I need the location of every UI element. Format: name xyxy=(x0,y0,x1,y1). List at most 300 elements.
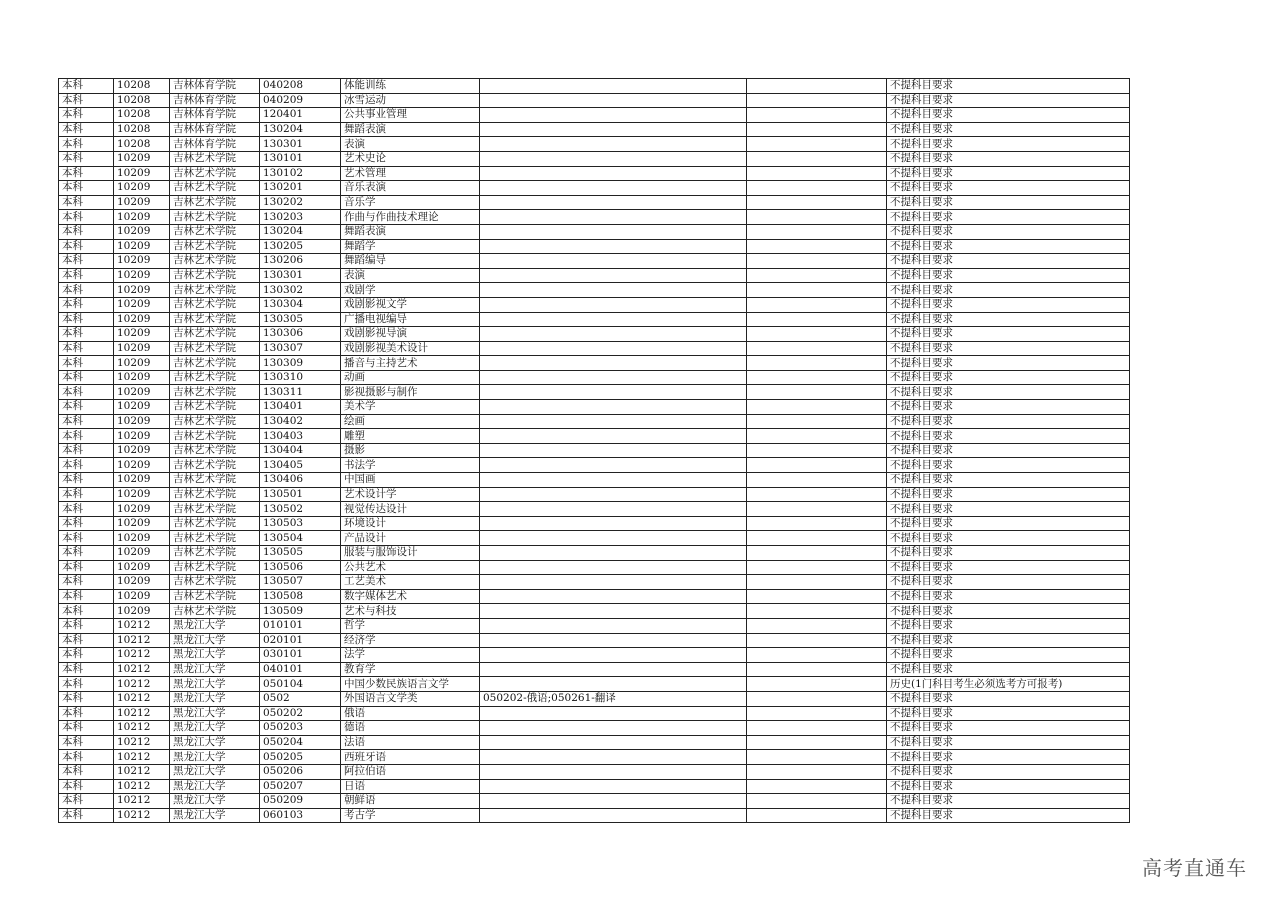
level-cell: 本科 xyxy=(59,662,114,677)
level-cell: 本科 xyxy=(59,721,114,736)
major-code-cell: 130204 xyxy=(260,122,341,137)
included-majors-cell xyxy=(480,327,747,342)
included-majors-cell xyxy=(480,473,747,488)
major-code-cell: 130501 xyxy=(260,487,341,502)
table-row xyxy=(59,356,1130,371)
major-code-cell: 130307 xyxy=(260,341,341,356)
school-name-cell: 吉林艺术学院 xyxy=(170,516,260,531)
major-name-cell: 日语 xyxy=(341,779,480,794)
table-row xyxy=(59,706,1130,721)
included-majors-cell xyxy=(480,122,747,137)
note-cell xyxy=(747,79,887,94)
major-name-cell: 舞蹈学 xyxy=(341,239,480,254)
major-code-cell: 120401 xyxy=(260,108,341,123)
school-code-cell: 10209 xyxy=(114,589,170,604)
school-name-cell: 黑龙江大学 xyxy=(170,691,260,706)
major-name-cell: 考古学 xyxy=(341,808,480,823)
requirement-cell: 不提科目要求 xyxy=(887,195,1130,210)
level-cell: 本科 xyxy=(59,79,114,94)
included-majors-cell xyxy=(480,779,747,794)
level-cell: 本科 xyxy=(59,108,114,123)
level-cell: 本科 xyxy=(59,341,114,356)
note-cell xyxy=(747,108,887,123)
school-name-cell: 黑龙江大学 xyxy=(170,618,260,633)
major-name-cell: 教育学 xyxy=(341,662,480,677)
major-name-cell: 艺术史论 xyxy=(341,151,480,166)
school-name-cell: 吉林艺术学院 xyxy=(170,224,260,239)
school-name-cell: 吉林艺术学院 xyxy=(170,589,260,604)
school-name-cell: 吉林体育学院 xyxy=(170,108,260,123)
school-code-cell: 10208 xyxy=(114,122,170,137)
requirement-cell: 不提科目要求 xyxy=(887,341,1130,356)
school-code-cell: 10209 xyxy=(114,400,170,415)
school-name-cell: 黑龙江大学 xyxy=(170,662,260,677)
major-code-cell: 130504 xyxy=(260,531,341,546)
major-code-cell: 130402 xyxy=(260,414,341,429)
requirement-cell: 不提科目要求 xyxy=(887,356,1130,371)
included-majors-cell xyxy=(480,297,747,312)
table-row xyxy=(59,473,1130,488)
requirement-cell: 不提科目要求 xyxy=(887,764,1130,779)
requirement-cell: 不提科目要求 xyxy=(887,108,1130,123)
table-row xyxy=(59,794,1130,809)
included-majors-cell xyxy=(480,166,747,181)
table-row xyxy=(59,283,1130,298)
level-cell: 本科 xyxy=(59,312,114,327)
school-code-cell: 10209 xyxy=(114,297,170,312)
watermark-logo-text: 高考直通车 xyxy=(1142,856,1247,880)
note-cell xyxy=(747,677,887,692)
level-cell: 本科 xyxy=(59,633,114,648)
level-cell: 本科 xyxy=(59,794,114,809)
major-code-cell: 130406 xyxy=(260,473,341,488)
school-code-cell: 10209 xyxy=(114,458,170,473)
school-code-cell: 10209 xyxy=(114,604,170,619)
school-code-cell: 10209 xyxy=(114,531,170,546)
table-row xyxy=(59,137,1130,152)
requirement-cell: 不提科目要求 xyxy=(887,473,1130,488)
school-name-cell: 吉林艺术学院 xyxy=(170,166,260,181)
school-name-cell: 吉林艺术学院 xyxy=(170,400,260,415)
requirement-cell: 不提科目要求 xyxy=(887,794,1130,809)
level-cell: 本科 xyxy=(59,648,114,663)
table-row xyxy=(59,618,1130,633)
school-code-cell: 10209 xyxy=(114,429,170,444)
requirement-cell: 不提科目要求 xyxy=(887,691,1130,706)
level-cell: 本科 xyxy=(59,691,114,706)
included-majors-cell xyxy=(480,108,747,123)
requirement-cell: 不提科目要求 xyxy=(887,502,1130,517)
school-code-cell: 10209 xyxy=(114,151,170,166)
school-name-cell: 吉林体育学院 xyxy=(170,122,260,137)
table-row xyxy=(59,79,1130,94)
school-code-cell: 10209 xyxy=(114,370,170,385)
major-name-cell: 俄语 xyxy=(341,706,480,721)
school-name-cell: 吉林艺术学院 xyxy=(170,458,260,473)
note-cell xyxy=(747,721,887,736)
major-name-cell: 作曲与作曲技术理论 xyxy=(341,210,480,225)
included-majors-cell xyxy=(480,341,747,356)
included-majors-cell: 050202-俄语;050261-翻译 xyxy=(480,691,747,706)
level-cell: 本科 xyxy=(59,487,114,502)
requirement-cell: 不提科目要求 xyxy=(887,137,1130,152)
major-code-cell: 050204 xyxy=(260,735,341,750)
level-cell: 本科 xyxy=(59,589,114,604)
school-name-cell: 吉林艺术学院 xyxy=(170,151,260,166)
included-majors-cell xyxy=(480,560,747,575)
included-majors-cell xyxy=(480,181,747,196)
requirement-cell: 不提科目要求 xyxy=(887,400,1130,415)
level-cell: 本科 xyxy=(59,385,114,400)
included-majors-cell xyxy=(480,502,747,517)
requirement-cell: 不提科目要求 xyxy=(887,122,1130,137)
level-cell: 本科 xyxy=(59,735,114,750)
school-name-cell: 吉林艺术学院 xyxy=(170,195,260,210)
requirement-cell: 不提科目要求 xyxy=(887,79,1130,94)
school-code-cell: 10212 xyxy=(114,721,170,736)
major-name-cell: 艺术与科技 xyxy=(341,604,480,619)
school-code-cell: 10212 xyxy=(114,750,170,765)
requirement-cell: 不提科目要求 xyxy=(887,312,1130,327)
school-name-cell: 吉林艺术学院 xyxy=(170,575,260,590)
school-name-cell: 吉林艺术学院 xyxy=(170,356,260,371)
table-row xyxy=(59,151,1130,166)
table-row xyxy=(59,166,1130,181)
table-row xyxy=(59,575,1130,590)
note-cell xyxy=(747,122,887,137)
note-cell xyxy=(747,662,887,677)
school-code-cell: 10212 xyxy=(114,618,170,633)
school-name-cell: 吉林艺术学院 xyxy=(170,604,260,619)
school-code-cell: 10208 xyxy=(114,137,170,152)
level-cell: 本科 xyxy=(59,502,114,517)
included-majors-cell xyxy=(480,677,747,692)
major-code-cell: 050205 xyxy=(260,750,341,765)
major-name-cell: 中国少数民族语言文学 xyxy=(341,677,480,692)
note-cell xyxy=(747,648,887,663)
major-code-cell: 130310 xyxy=(260,370,341,385)
major-code-cell: 130502 xyxy=(260,502,341,517)
major-code-cell: 060103 xyxy=(260,808,341,823)
major-name-cell: 视觉传达设计 xyxy=(341,502,480,517)
major-name-cell: 工艺美术 xyxy=(341,575,480,590)
level-cell: 本科 xyxy=(59,224,114,239)
major-name-cell: 舞蹈编导 xyxy=(341,254,480,269)
note-cell xyxy=(747,297,887,312)
level-cell: 本科 xyxy=(59,560,114,575)
note-cell xyxy=(747,400,887,415)
major-name-cell: 影视摄影与制作 xyxy=(341,385,480,400)
table-row xyxy=(59,195,1130,210)
major-name-cell: 外国语言文学类 xyxy=(341,691,480,706)
note-cell xyxy=(747,385,887,400)
school-name-cell: 吉林艺术学院 xyxy=(170,546,260,561)
requirement-cell: 不提科目要求 xyxy=(887,443,1130,458)
requirement-cell: 不提科目要求 xyxy=(887,385,1130,400)
requirement-cell: 不提科目要求 xyxy=(887,268,1130,283)
school-name-cell: 吉林艺术学院 xyxy=(170,560,260,575)
major-name-cell: 经济学 xyxy=(341,633,480,648)
school-code-cell: 10212 xyxy=(114,648,170,663)
included-majors-cell xyxy=(480,648,747,663)
major-name-cell: 产品设计 xyxy=(341,531,480,546)
level-cell: 本科 xyxy=(59,122,114,137)
school-name-cell: 吉林艺术学院 xyxy=(170,502,260,517)
major-code-cell: 130102 xyxy=(260,166,341,181)
major-name-cell: 服装与服饰设计 xyxy=(341,546,480,561)
major-code-cell: 130507 xyxy=(260,575,341,590)
requirement-cell: 不提科目要求 xyxy=(887,429,1130,444)
requirement-cell: 不提科目要求 xyxy=(887,487,1130,502)
table-row xyxy=(59,385,1130,400)
note-cell xyxy=(747,151,887,166)
note-cell xyxy=(747,370,887,385)
requirement-cell: 不提科目要求 xyxy=(887,808,1130,823)
school-name-cell: 吉林艺术学院 xyxy=(170,473,260,488)
note-cell xyxy=(747,268,887,283)
requirement-cell: 不提科目要求 xyxy=(887,254,1130,269)
table-row xyxy=(59,181,1130,196)
major-name-cell: 雕塑 xyxy=(341,429,480,444)
school-name-cell: 吉林艺术学院 xyxy=(170,443,260,458)
school-code-cell: 10209 xyxy=(114,268,170,283)
level-cell: 本科 xyxy=(59,779,114,794)
level-cell: 本科 xyxy=(59,166,114,181)
school-code-cell: 10209 xyxy=(114,356,170,371)
note-cell xyxy=(747,414,887,429)
major-code-cell: 040101 xyxy=(260,662,341,677)
school-code-cell: 10209 xyxy=(114,283,170,298)
level-cell: 本科 xyxy=(59,356,114,371)
requirement-cell: 不提科目要求 xyxy=(887,648,1130,663)
school-name-cell: 吉林艺术学院 xyxy=(170,297,260,312)
level-cell: 本科 xyxy=(59,414,114,429)
school-code-cell: 10212 xyxy=(114,808,170,823)
school-code-cell: 10212 xyxy=(114,706,170,721)
school-name-cell: 黑龙江大学 xyxy=(170,794,260,809)
note-cell xyxy=(747,181,887,196)
level-cell: 本科 xyxy=(59,458,114,473)
major-name-cell: 舞蹈表演 xyxy=(341,224,480,239)
table-row xyxy=(59,414,1130,429)
table-row xyxy=(59,516,1130,531)
included-majors-cell xyxy=(480,312,747,327)
level-cell: 本科 xyxy=(59,254,114,269)
level-cell: 本科 xyxy=(59,473,114,488)
school-name-cell: 吉林艺术学院 xyxy=(170,327,260,342)
level-cell: 本科 xyxy=(59,370,114,385)
level-cell: 本科 xyxy=(59,239,114,254)
major-code-cell: 040208 xyxy=(260,79,341,94)
table-row xyxy=(59,327,1130,342)
level-cell: 本科 xyxy=(59,516,114,531)
included-majors-cell xyxy=(480,385,747,400)
school-name-cell: 黑龙江大学 xyxy=(170,633,260,648)
included-majors-cell xyxy=(480,750,747,765)
school-name-cell: 吉林艺术学院 xyxy=(170,210,260,225)
level-cell: 本科 xyxy=(59,531,114,546)
note-cell xyxy=(747,706,887,721)
requirement-cell: 不提科目要求 xyxy=(887,224,1130,239)
school-code-cell: 10212 xyxy=(114,735,170,750)
table-row xyxy=(59,239,1130,254)
requirement-cell: 不提科目要求 xyxy=(887,297,1130,312)
major-code-cell: 020101 xyxy=(260,633,341,648)
level-cell: 本科 xyxy=(59,604,114,619)
note-cell xyxy=(747,487,887,502)
major-code-cell: 050207 xyxy=(260,779,341,794)
requirement-cell: 不提科目要求 xyxy=(887,706,1130,721)
requirement-cell: 不提科目要求 xyxy=(887,589,1130,604)
major-name-cell: 美术学 xyxy=(341,400,480,415)
note-cell xyxy=(747,429,887,444)
note-cell xyxy=(747,356,887,371)
school-name-cell: 吉林体育学院 xyxy=(170,137,260,152)
major-name-cell: 冰雪运动 xyxy=(341,93,480,108)
school-code-cell: 10209 xyxy=(114,414,170,429)
note-cell xyxy=(747,794,887,809)
level-cell: 本科 xyxy=(59,195,114,210)
school-code-cell: 10209 xyxy=(114,254,170,269)
level-cell: 本科 xyxy=(59,210,114,225)
major-code-cell: 130302 xyxy=(260,283,341,298)
level-cell: 本科 xyxy=(59,400,114,415)
note-cell xyxy=(747,779,887,794)
table-row xyxy=(59,224,1130,239)
included-majors-cell xyxy=(480,794,747,809)
note-cell xyxy=(747,735,887,750)
major-code-cell: 130503 xyxy=(260,516,341,531)
table-row xyxy=(59,297,1130,312)
table-row xyxy=(59,312,1130,327)
major-name-cell: 公共事业管理 xyxy=(341,108,480,123)
included-majors-cell xyxy=(480,633,747,648)
included-majors-cell xyxy=(480,662,747,677)
note-cell xyxy=(747,691,887,706)
included-majors-cell xyxy=(480,356,747,371)
major-name-cell: 法学 xyxy=(341,648,480,663)
level-cell: 本科 xyxy=(59,283,114,298)
major-code-cell: 130101 xyxy=(260,151,341,166)
school-code-cell: 10208 xyxy=(114,79,170,94)
school-name-cell: 黑龙江大学 xyxy=(170,735,260,750)
school-name-cell: 黑龙江大学 xyxy=(170,779,260,794)
note-cell xyxy=(747,633,887,648)
note-cell xyxy=(747,516,887,531)
major-code-cell: 050202 xyxy=(260,706,341,721)
major-name-cell: 戏剧影视美术设计 xyxy=(341,341,480,356)
school-code-cell: 10209 xyxy=(114,181,170,196)
included-majors-cell xyxy=(480,400,747,415)
school-name-cell: 吉林艺术学院 xyxy=(170,370,260,385)
included-majors-cell xyxy=(480,151,747,166)
major-code-cell: 130305 xyxy=(260,312,341,327)
major-code-cell: 130203 xyxy=(260,210,341,225)
note-cell xyxy=(747,546,887,561)
requirement-cell: 不提科目要求 xyxy=(887,721,1130,736)
included-majors-cell xyxy=(480,224,747,239)
table-row xyxy=(59,560,1130,575)
level-cell: 本科 xyxy=(59,750,114,765)
note-cell xyxy=(747,166,887,181)
school-name-cell: 吉林体育学院 xyxy=(170,93,260,108)
major-name-cell: 西班牙语 xyxy=(341,750,480,765)
table-row xyxy=(59,93,1130,108)
school-name-cell: 吉林艺术学院 xyxy=(170,254,260,269)
included-majors-cell xyxy=(480,516,747,531)
note-cell xyxy=(747,458,887,473)
table-row xyxy=(59,779,1130,794)
requirement-cell: 不提科目要求 xyxy=(887,151,1130,166)
requirement-cell: 不提科目要求 xyxy=(887,779,1130,794)
major-code-cell: 040209 xyxy=(260,93,341,108)
school-code-cell: 10209 xyxy=(114,502,170,517)
school-name-cell: 吉林艺术学院 xyxy=(170,414,260,429)
major-code-cell: 130311 xyxy=(260,385,341,400)
table-row xyxy=(59,546,1130,561)
included-majors-cell xyxy=(480,589,747,604)
major-name-cell: 表演 xyxy=(341,137,480,152)
included-majors-cell xyxy=(480,735,747,750)
school-code-cell: 10209 xyxy=(114,327,170,342)
school-code-cell: 10209 xyxy=(114,239,170,254)
subject-requirements-table xyxy=(58,78,1130,823)
requirement-cell: 不提科目要求 xyxy=(887,516,1130,531)
table-row xyxy=(59,108,1130,123)
major-name-cell: 艺术管理 xyxy=(341,166,480,181)
school-code-cell: 10212 xyxy=(114,794,170,809)
requirement-cell: 不提科目要求 xyxy=(887,604,1130,619)
major-name-cell: 戏剧学 xyxy=(341,283,480,298)
note-cell xyxy=(747,312,887,327)
requirement-cell: 不提科目要求 xyxy=(887,560,1130,575)
table-row xyxy=(59,210,1130,225)
table-row xyxy=(59,764,1130,779)
table-row xyxy=(59,487,1130,502)
note-cell xyxy=(747,254,887,269)
school-code-cell: 10212 xyxy=(114,633,170,648)
included-majors-cell xyxy=(480,487,747,502)
level-cell: 本科 xyxy=(59,297,114,312)
table-row xyxy=(59,662,1130,677)
school-name-cell: 黑龙江大学 xyxy=(170,677,260,692)
table-row xyxy=(59,808,1130,823)
note-cell xyxy=(747,589,887,604)
school-code-cell: 10209 xyxy=(114,487,170,502)
level-cell: 本科 xyxy=(59,181,114,196)
school-name-cell: 吉林艺术学院 xyxy=(170,283,260,298)
major-name-cell: 动画 xyxy=(341,370,480,385)
major-code-cell: 130509 xyxy=(260,604,341,619)
major-code-cell: 130202 xyxy=(260,195,341,210)
major-code-cell: 130201 xyxy=(260,181,341,196)
level-cell: 本科 xyxy=(59,546,114,561)
requirement-cell: 历史(1门科目考生必须选考方可报考) xyxy=(887,677,1130,692)
included-majors-cell xyxy=(480,268,747,283)
table-row xyxy=(59,443,1130,458)
school-code-cell: 10209 xyxy=(114,575,170,590)
note-cell xyxy=(747,560,887,575)
school-name-cell: 吉林艺术学院 xyxy=(170,341,260,356)
table-row xyxy=(59,677,1130,692)
table-row xyxy=(59,531,1130,546)
table-body xyxy=(59,79,1130,823)
note-cell xyxy=(747,210,887,225)
requirement-cell: 不提科目要求 xyxy=(887,414,1130,429)
school-code-cell: 10209 xyxy=(114,312,170,327)
table-row xyxy=(59,691,1130,706)
included-majors-cell xyxy=(480,239,747,254)
